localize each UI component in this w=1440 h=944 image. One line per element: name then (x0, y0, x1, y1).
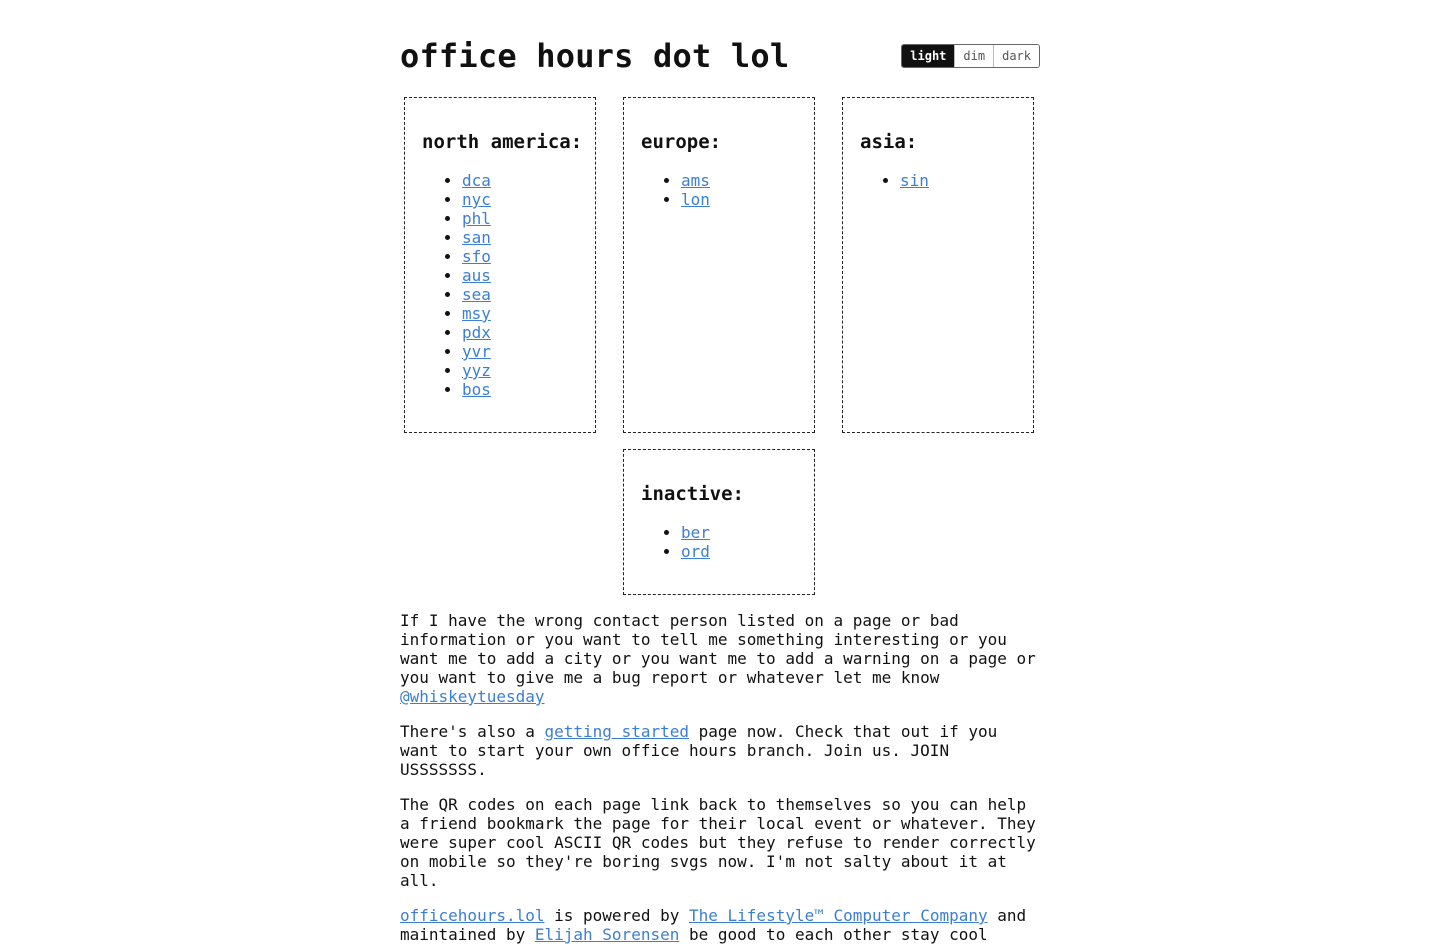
region-box-north-america (404, 97, 596, 433)
city-link[interactable]: aus (462, 266, 491, 285)
list-item (462, 361, 491, 380)
contact-paragraph (400, 611, 1040, 706)
list-item (462, 323, 491, 342)
city-link[interactable]: dca (462, 171, 491, 190)
city-link[interactable]: sin (900, 171, 929, 190)
list-item (462, 304, 491, 323)
city-list (860, 171, 929, 190)
region-heading: north america: (422, 131, 583, 153)
region-heading: europe: (641, 131, 722, 153)
city-list (641, 523, 710, 561)
footer-text-powered: is powered by (544, 906, 689, 925)
region-box-europe (623, 97, 815, 433)
getting-started-link[interactable]: getting started (544, 722, 689, 741)
author-link[interactable]: Elijah Sorensen (534, 925, 680, 944)
city-link[interactable]: bos (462, 380, 491, 399)
company-link[interactable]: The Lifestyle™ Computer Company (689, 906, 988, 925)
page (400, 0, 1040, 944)
list-item (681, 523, 710, 542)
region-box-inactive (623, 449, 815, 595)
list-item (681, 190, 710, 209)
theme-dim-button[interactable]: dim (954, 45, 993, 67)
city-link[interactable]: phl (462, 209, 491, 228)
list-item (462, 247, 491, 266)
region-heading: asia: (860, 131, 918, 153)
city-link[interactable]: msy (462, 304, 491, 323)
list-item (462, 228, 491, 247)
list-item (462, 209, 491, 228)
region-box-asia (842, 97, 1034, 433)
list-item (462, 171, 491, 190)
footer-text-end: be good to each other stay cool (679, 925, 988, 944)
theme-switch (901, 44, 1040, 68)
city-link[interactable]: yyz (462, 361, 491, 380)
region-heading: inactive: (641, 483, 744, 505)
footer-text-and: and maintained by (400, 906, 1027, 944)
city-link[interactable]: nyc (462, 190, 491, 209)
city-link[interactable]: ams (681, 171, 710, 190)
theme-dark-button[interactable]: dark (993, 45, 1039, 67)
getting-started-paragraph (400, 722, 1040, 779)
city-link[interactable]: ber (681, 523, 710, 542)
getting-started-text-after: page now. Check that out if you want to start your own office hours branch. Join us. JOIN USSSSSSS. (400, 722, 998, 779)
theme-light-button[interactable]: light (902, 45, 954, 67)
list-item (681, 171, 710, 190)
list-item (462, 380, 491, 399)
city-link[interactable]: pdx (462, 323, 491, 342)
getting-started-text-before: There's also a (400, 722, 545, 741)
city-link[interactable]: san (462, 228, 491, 247)
list-item (900, 171, 929, 190)
list-item (462, 190, 491, 209)
city-list (422, 171, 491, 399)
list-item (681, 542, 710, 561)
city-link[interactable]: sfo (462, 247, 491, 266)
site-title: office hours dot lol (400, 37, 790, 75)
city-link[interactable]: yvr (462, 342, 491, 361)
qr-paragraph: The QR codes on each page link back to themselves so you can help a friend bookmark the page for their local event or whatever. They were super cool ASCII QR codes but they refuse to render correctly on mobile so they're boring svgs now. I'm not salty about it at all. (400, 795, 1036, 890)
header (400, 0, 1040, 97)
city-link[interactable]: sea (462, 285, 491, 304)
list-item (462, 342, 491, 361)
footer-paragraph (400, 906, 1040, 944)
list-item (462, 266, 491, 285)
city-link[interactable]: lon (681, 190, 710, 209)
list-item (462, 285, 491, 304)
contact-link[interactable]: @whiskeytuesday (400, 687, 545, 706)
site-link[interactable]: officehours.lol (400, 906, 545, 925)
city-link[interactable]: ord (681, 542, 710, 561)
city-list (641, 171, 710, 209)
contact-text: If I have the wrong contact person listed on a page or bad information or you want to tell me something interesting or you want me to add a city or you want me to add a warning on a page or you want to give me a bug report or whatever let me know (400, 611, 1036, 687)
